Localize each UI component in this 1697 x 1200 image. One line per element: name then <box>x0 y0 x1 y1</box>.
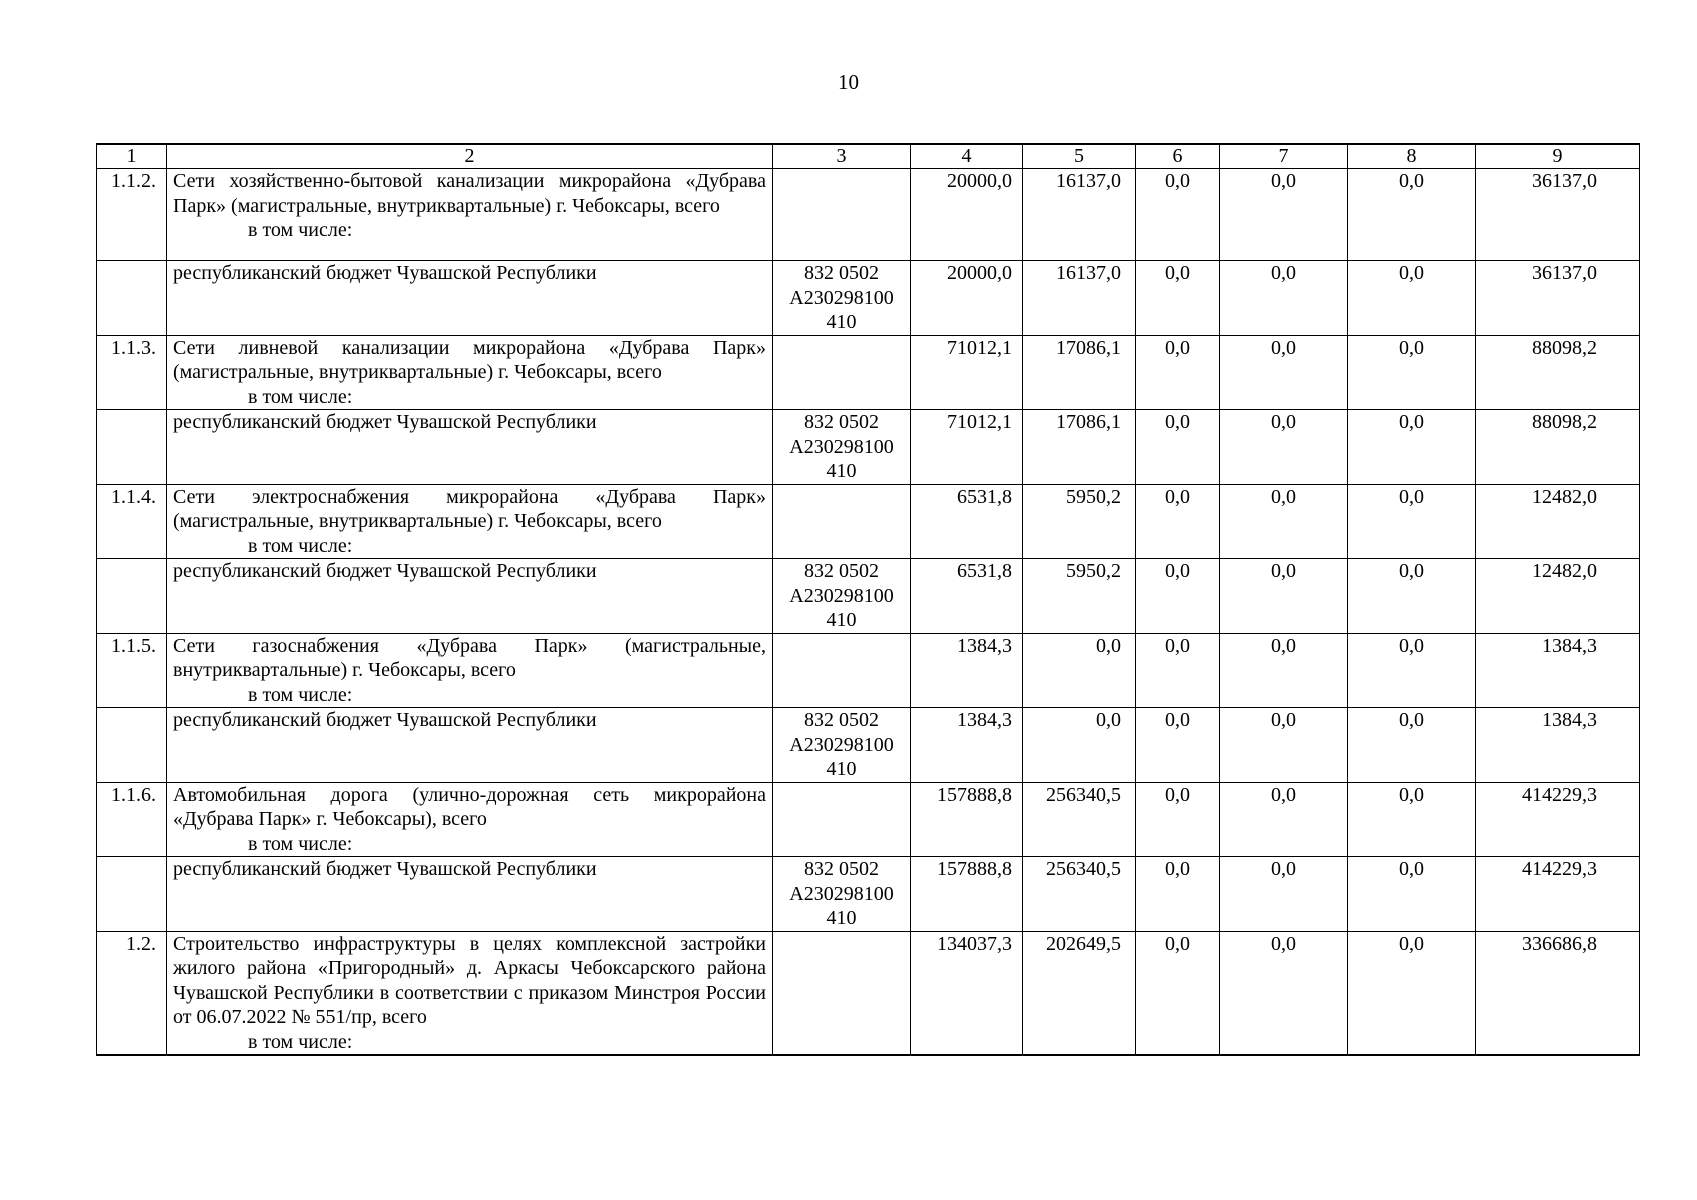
value-col-4: 20000,0 <box>911 261 1023 336</box>
row-name-text: республиканский бюджет Чувашской Республики <box>173 858 597 880</box>
header-cell: 1 <box>97 144 167 169</box>
value-col-5: 5950,2 <box>1023 559 1136 634</box>
value-col-7: 0,0 <box>1220 708 1348 783</box>
header-cell: 4 <box>911 144 1023 169</box>
table-row <box>97 484 1640 559</box>
budget-code: 832 0502 A230298100 410 <box>773 708 911 783</box>
value-col-4: 6531,8 <box>911 559 1023 634</box>
row-name <box>167 169 773 261</box>
value-col-7: 0,0 <box>1220 410 1348 485</box>
value-col-6: 0,0 <box>1136 931 1220 1055</box>
value-col-9: 88098,2 <box>1476 335 1640 410</box>
value-col-8: 0,0 <box>1348 261 1476 336</box>
including-label: в том числе: <box>248 683 353 706</box>
row-name-text: республиканский бюджет Чувашской Республики <box>173 411 597 433</box>
value-col-4: 1384,3 <box>911 633 1023 708</box>
table-row <box>97 633 1640 708</box>
budget-table <box>96 143 1640 1056</box>
value-col-9: 88098,2 <box>1476 410 1640 485</box>
value-col-8: 0,0 <box>1348 782 1476 857</box>
value-col-4: 6531,8 <box>911 484 1023 559</box>
row-name <box>167 261 773 336</box>
table-row <box>97 335 1640 410</box>
budget-code <box>773 931 911 1055</box>
row-name-text: Сети хозяйственно-бытовой канализации микрорайона «Дубрава Парк» (магистральные, внутриквартальные) г. Чебоксары, всего <box>173 170 766 217</box>
row-name <box>167 410 773 485</box>
row-number <box>97 261 167 336</box>
value-col-7: 0,0 <box>1220 782 1348 857</box>
value-col-7: 0,0 <box>1220 335 1348 410</box>
value-col-8: 0,0 <box>1348 931 1476 1055</box>
budget-code: 832 0502 A230298100 410 <box>773 261 911 336</box>
value-col-6: 0,0 <box>1136 857 1220 932</box>
row-name <box>167 559 773 634</box>
budget-code <box>773 484 911 559</box>
budget-code: 832 0502 A230298100 410 <box>773 410 911 485</box>
value-col-5: 17086,1 <box>1023 410 1136 485</box>
value-col-7: 0,0 <box>1220 931 1348 1055</box>
budget-code <box>773 169 911 261</box>
value-col-4: 157888,8 <box>911 782 1023 857</box>
including-label: в том числе: <box>248 1030 353 1053</box>
value-col-6: 0,0 <box>1136 633 1220 708</box>
header-cell: 8 <box>1348 144 1476 169</box>
value-col-8: 0,0 <box>1348 169 1476 261</box>
row-name-text: республиканский бюджет Чувашской Республики <box>173 709 597 731</box>
value-col-9: 414229,3 <box>1476 857 1640 932</box>
value-col-6: 0,0 <box>1136 169 1220 261</box>
value-col-7: 0,0 <box>1220 559 1348 634</box>
row-name-text: республиканский бюджет Чувашской Республики <box>173 262 597 284</box>
value-col-6: 0,0 <box>1136 335 1220 410</box>
table-row <box>97 782 1640 857</box>
value-col-7: 0,0 <box>1220 633 1348 708</box>
value-col-8: 0,0 <box>1348 559 1476 634</box>
value-col-5: 0,0 <box>1023 633 1136 708</box>
row-number <box>97 559 167 634</box>
value-col-9: 36137,0 <box>1476 261 1640 336</box>
row-name-text: Сети ливневой канализации микрорайона «Дубрава Парк» (магистральные, внутриквартальные) г. Чебоксары, всего <box>173 336 766 383</box>
value-col-5: 16137,0 <box>1023 261 1136 336</box>
table-row <box>97 261 1640 336</box>
header-cell: 5 <box>1023 144 1136 169</box>
row-name-text: Сети электроснабжения микрорайона «Дубрава Парк» (магистральные, внутриквартальные) г. Чебоксары, всего <box>173 485 766 532</box>
table-row <box>97 857 1640 932</box>
budget-code <box>773 335 911 410</box>
value-col-4: 20000,0 <box>911 169 1023 261</box>
row-number: 1.1.5. <box>97 633 167 708</box>
header-cell: 6 <box>1136 144 1220 169</box>
row-name <box>167 335 773 410</box>
row-name-text: Строительство инфраструктуры в целях комплексной застройки жилого района «Пригородный» д. Аркасы Чебоксарского района Чувашской Республики в соответствии с приказом Минстроя России от 06.07.2022 № 551/пр, всего <box>173 932 766 1028</box>
table-row <box>97 708 1640 783</box>
value-col-6: 0,0 <box>1136 708 1220 783</box>
value-col-6: 0,0 <box>1136 559 1220 634</box>
value-col-8: 0,0 <box>1348 633 1476 708</box>
value-col-8: 0,0 <box>1348 410 1476 485</box>
row-name-text: Автомобильная дорога (улично-дорожная сеть микрорайона «Дубрава Парк» г. Чебоксары), всего <box>173 783 766 830</box>
value-col-9: 36137,0 <box>1476 169 1640 261</box>
value-col-9: 1384,3 <box>1476 708 1640 783</box>
value-col-5: 16137,0 <box>1023 169 1136 261</box>
header-cell: 9 <box>1476 144 1640 169</box>
value-col-4: 157888,8 <box>911 857 1023 932</box>
value-col-9: 1384,3 <box>1476 633 1640 708</box>
budget-code: 832 0502 A230298100 410 <box>773 559 911 634</box>
value-col-4: 134037,3 <box>911 931 1023 1055</box>
header-cell: 7 <box>1220 144 1348 169</box>
budget-code: 832 0502 A230298100 410 <box>773 857 911 932</box>
row-number <box>97 410 167 485</box>
value-col-5: 5950,2 <box>1023 484 1136 559</box>
row-number: 1.2. <box>97 931 167 1055</box>
row-name-text: Сети газоснабжения «Дубрава Парк» (магистральные, внутриквартальные) г. Чебоксары, всего <box>173 634 766 681</box>
value-col-4: 71012,1 <box>911 410 1023 485</box>
value-col-6: 0,0 <box>1136 782 1220 857</box>
row-number: 1.1.6. <box>97 782 167 857</box>
including-label: в том числе: <box>248 385 353 408</box>
including-label: в том числе: <box>248 832 353 855</box>
including-label: в том числе: <box>248 219 353 241</box>
value-col-5: 202649,5 <box>1023 931 1136 1055</box>
row-number <box>97 708 167 783</box>
row-name <box>167 484 773 559</box>
value-col-8: 0,0 <box>1348 484 1476 559</box>
value-col-7: 0,0 <box>1220 857 1348 932</box>
row-number <box>97 857 167 932</box>
value-col-8: 0,0 <box>1348 335 1476 410</box>
header-cell: 2 <box>167 144 773 169</box>
value-col-8: 0,0 <box>1348 708 1476 783</box>
value-col-5: 0,0 <box>1023 708 1136 783</box>
value-col-8: 0,0 <box>1348 857 1476 932</box>
budget-code <box>773 782 911 857</box>
value-col-5: 17086,1 <box>1023 335 1136 410</box>
row-number: 1.1.3. <box>97 335 167 410</box>
header-cell: 3 <box>773 144 911 169</box>
row-number: 1.1.2. <box>97 169 167 261</box>
value-col-9: 12482,0 <box>1476 559 1640 634</box>
row-name <box>167 633 773 708</box>
value-col-6: 0,0 <box>1136 261 1220 336</box>
row-name <box>167 931 773 1055</box>
value-col-7: 0,0 <box>1220 261 1348 336</box>
table-row <box>97 931 1640 1055</box>
value-col-5: 256340,5 <box>1023 857 1136 932</box>
table-row <box>97 169 1640 261</box>
value-col-6: 0,0 <box>1136 484 1220 559</box>
table-row <box>97 410 1640 485</box>
table-row <box>97 559 1640 634</box>
including-label: в том числе: <box>248 534 353 557</box>
row-name-text: республиканский бюджет Чувашской Республики <box>173 560 597 582</box>
row-name <box>167 708 773 783</box>
value-col-7: 0,0 <box>1220 169 1348 261</box>
value-col-9: 336686,8 <box>1476 931 1640 1055</box>
table-body <box>97 169 1640 1056</box>
value-col-4: 1384,3 <box>911 708 1023 783</box>
value-col-9: 414229,3 <box>1476 782 1640 857</box>
row-number: 1.1.4. <box>97 484 167 559</box>
value-col-9: 12482,0 <box>1476 484 1640 559</box>
value-col-5: 256340,5 <box>1023 782 1136 857</box>
value-col-7: 0,0 <box>1220 484 1348 559</box>
row-name <box>167 782 773 857</box>
value-col-4: 71012,1 <box>911 335 1023 410</box>
header-row <box>97 144 1640 169</box>
row-name <box>167 857 773 932</box>
value-col-6: 0,0 <box>1136 410 1220 485</box>
page-number: 10 <box>838 70 859 94</box>
budget-code <box>773 633 911 708</box>
